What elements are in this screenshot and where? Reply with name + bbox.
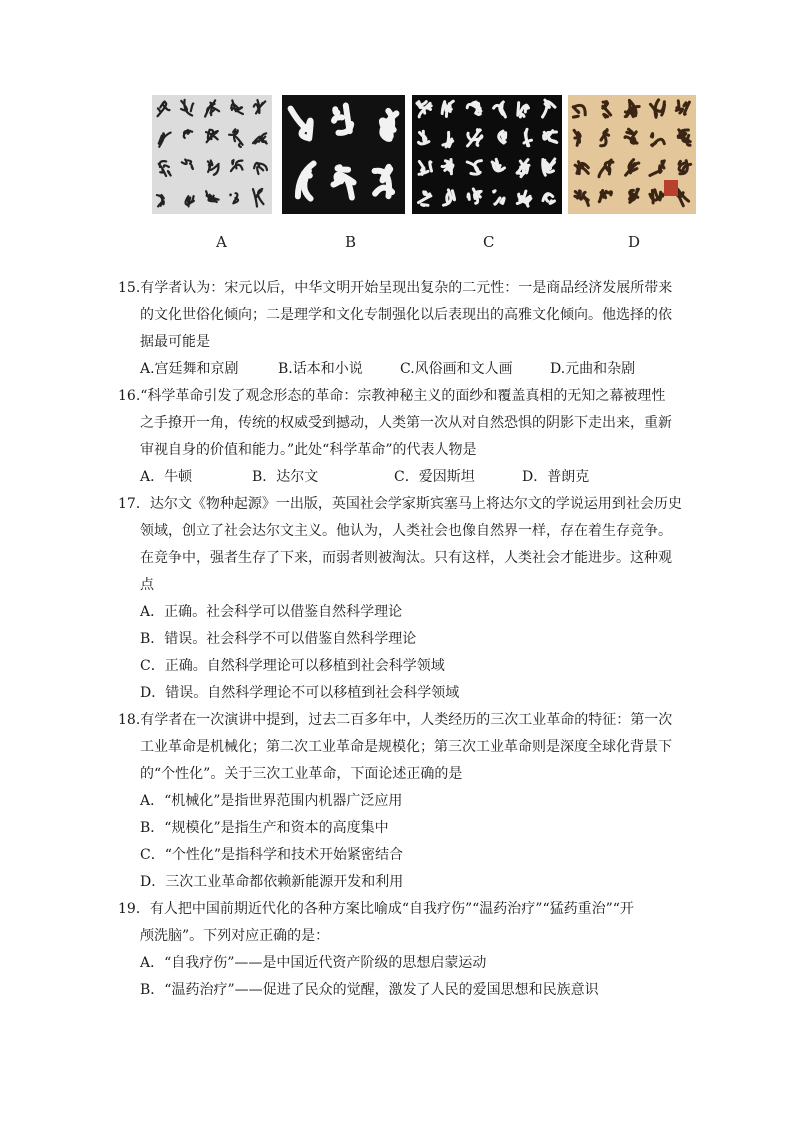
option-a: A．牛顿	[140, 469, 193, 485]
option-b: B．错误。社会科学不可以借鉴自然科学理论	[140, 631, 417, 647]
question-stem-line: 的文化世俗化倾向；二是理学和文化专制强化以后表现出的高雅文化倾向。他选择的依	[140, 307, 672, 323]
option-b: B．“规模化”是指生产和资本的高度集中	[140, 820, 389, 836]
question-stem-line: 的“个性化”。关于三次工业革命，下面论述正确的是	[140, 766, 463, 782]
calligraphy-image-d	[568, 95, 696, 214]
option-d: D．三次工业革命都依赖新能源开发和利用	[140, 874, 404, 890]
question-number: 15.	[118, 280, 141, 296]
image-label-a: A	[216, 233, 227, 251]
question-stem-line: 19．有人把中国前期近代化的各种方案比喻成“自我疗伤”“温药治疗”“猛药重治”“开	[118, 901, 634, 917]
option-d: D．普朗克	[522, 469, 590, 485]
question-stem-line: 17．达尔文《物种起源》一出版，英国社会学家斯宾塞马上将达尔文的学说运用到社会历史	[118, 496, 682, 512]
option-d: D．错误。自然科学理论不可以移植到社会科学领域	[140, 685, 460, 701]
image-label-b: B	[345, 233, 357, 251]
question-stem-line: 据最可能是	[140, 334, 210, 350]
option-row	[118, 464, 683, 491]
question-stem-line: 18.有学者在一次演讲中提到，过去二百多年中，人类经历的三次工业革命的特征：第一次	[118, 712, 673, 728]
calligraphy-image-c	[412, 95, 562, 214]
option-b: B.话本和小说	[278, 361, 363, 377]
question-stem-line: 领域，创立了社会达尔文主义。他认为，人类社会也像自然界一样，存在着生存竞争。	[140, 523, 672, 539]
calligraphy-image-row	[0, 95, 794, 255]
question-stem-line: 点	[140, 577, 154, 593]
question-list	[118, 275, 683, 1004]
option-c: C．正确。自然科学理论可以移植到社会科学领域	[140, 658, 445, 674]
option-b: B．“温药治疗”——促进了民众的觉醒，激发了人民的爱国思想和民族意识	[140, 982, 599, 998]
option-b: B．达尔文	[252, 469, 319, 485]
option-a: A．正确。社会科学可以借鉴自然科学理论	[140, 604, 403, 620]
option-row	[118, 356, 683, 383]
question-17	[118, 491, 683, 707]
option-c: C.风俗画和文人画	[400, 361, 513, 377]
question-15	[118, 275, 683, 383]
option-c: C．爱因斯坦	[394, 469, 475, 485]
question-number: 17．	[118, 496, 150, 512]
option-a: A．“机械化”是指世界范围内机器广泛应用	[140, 793, 403, 809]
question-18	[118, 707, 683, 896]
calligraphy-artwork	[568, 95, 696, 214]
question-stem-line: 审视自身的价值和能力。”此处“科学革命”的代表人物是	[140, 442, 477, 458]
option-a: A．“自我疗伤”——是中国近代资产阶级的思想启蒙运动	[140, 955, 487, 971]
question-stem-line: 工业革命是机械化；第二次工业革命是规模化；第三次工业革命则是深度全球化背景下	[140, 739, 672, 755]
question-stem-line: 颅洗脑”。下列对应正确的是：	[140, 928, 330, 944]
question-number: 18.	[118, 712, 141, 728]
question-19	[118, 896, 683, 1004]
calligraphy-image-b	[282, 95, 405, 214]
calligraphy-artwork	[282, 95, 405, 214]
question-16	[118, 383, 683, 491]
question-number: 19．	[118, 901, 150, 917]
option-c: C．“个性化”是指科学和技术开始紧密结合	[140, 847, 404, 863]
question-stem-line: 15.有学者认为：宋元以后，中华文明开始呈现出复杂的二元性：一是商品经济发展所带来	[118, 280, 673, 296]
calligraphy-artwork	[412, 95, 562, 214]
option-a: A.宫廷舞和京剧	[140, 361, 239, 377]
question-stem-line: 16.“科学革命引发了观念形态的革命：宗教神秘主义的面纱和覆盖真相的无知之幕被理性	[118, 388, 666, 404]
image-label-c: C	[483, 233, 495, 251]
image-label-d: D	[628, 233, 641, 251]
calligraphy-image-a	[152, 95, 272, 214]
question-number: 16.	[118, 388, 141, 404]
question-stem-line: 在竞争中，强者生存了下来，而弱者则被淘汰。只有这样，人类社会才能进步。这种观	[140, 550, 672, 566]
question-stem-line: 之手撩开一角，传统的权威受到撼动，人类第一次从对自然恐惧的阴影下走出来，重新	[140, 415, 672, 431]
calligraphy-artwork	[152, 95, 272, 214]
option-d: D.元曲和杂剧	[550, 361, 636, 377]
red-seal-mark	[664, 180, 678, 196]
